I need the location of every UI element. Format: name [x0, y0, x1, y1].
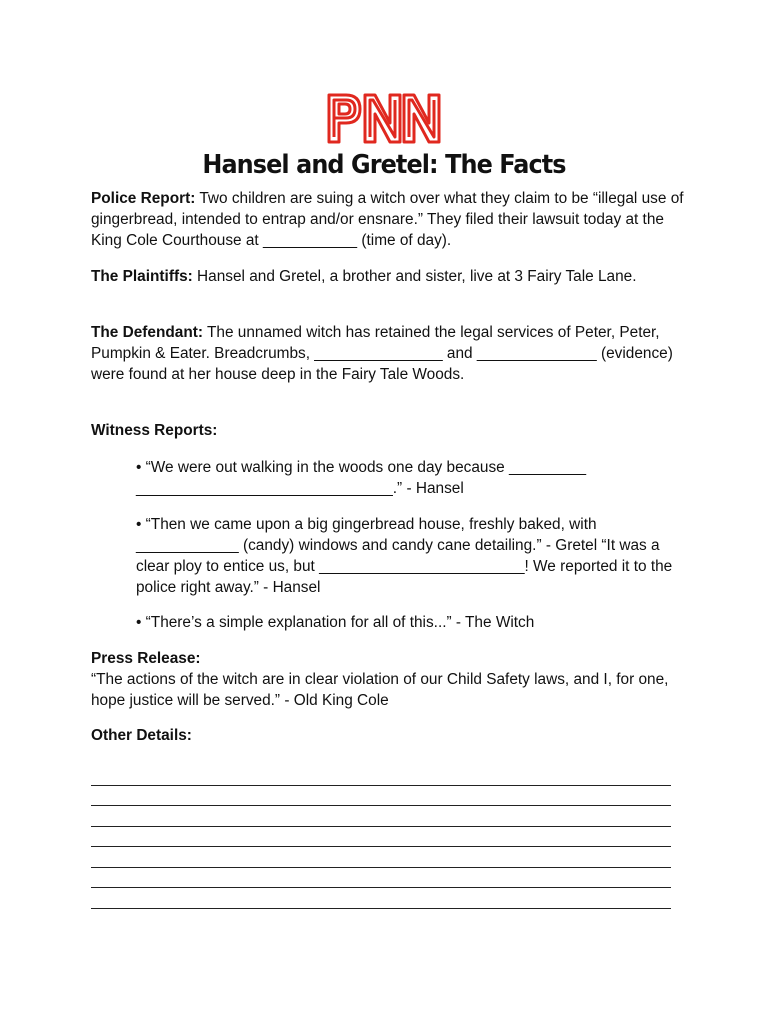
pnn-logo-graphic [326, 92, 442, 144]
police-report [91, 188, 691, 251]
writing-line [91, 847, 671, 868]
page-title: Hansel and Gretel: The Facts [202, 150, 566, 180]
defendant-text: The unnamed witch has retained the legal services of Peter, Peter, Pumpkin & Eater. Breadcrumbs, _______________ and ______________ (evidence) were found at her house deep in the Fairy Tale Woods. [91, 324, 673, 383]
defendant [91, 322, 691, 385]
witness-report-item: • “Then we came upon a big gingerbread house, freshly baked, with ____________ (candy) windows and candy cane detailing.” - Gretel “It was a clear ploy to entice us, but ________________________! We reported it to the police right away.” - Hansel [136, 516, 673, 596]
plaintiffs-text: Hansel and Gretel, a brother and sister, live at 3 Fairy Tale Lane. [192, 268, 637, 285]
witness-report-item: • “We were out walking in the woods one day because _________ ______________________________.” - Hansel [136, 459, 587, 497]
press-release-text: “The actions of the witch are in clear violation of our Child Safety laws, and I, for one, hope justice will be served.” - Old King Cole [91, 671, 669, 709]
other-details-heading: Other Details: [91, 727, 192, 744]
plaintiffs-label: The Plaintiffs: [91, 268, 193, 285]
writing-line [91, 806, 671, 827]
plaintiffs [91, 266, 691, 287]
police-report-text: Two children are suing a witch over what they claim to be “illegal use of gingerbread, intended to entrap and/or ensnare.” They filed their lawsuit today at the King Cole Courthouse at ___________ (time of day). [91, 190, 684, 249]
witness-report-item: • “There’s a simple explanation for all of this...” - The Witch [136, 614, 535, 631]
pnn-logo [326, 92, 442, 144]
writing-lines [91, 765, 671, 909]
writing-line [91, 827, 671, 848]
witness-reports-heading: Witness Reports: [91, 422, 218, 439]
writing-line [91, 888, 671, 909]
defendant-label: The Defendant: [91, 324, 204, 341]
writing-line [91, 786, 671, 807]
press-release-heading: Press Release: [91, 650, 201, 667]
police-report-label: Police Report: [91, 190, 196, 207]
writing-line [91, 868, 671, 889]
writing-line [91, 765, 671, 786]
